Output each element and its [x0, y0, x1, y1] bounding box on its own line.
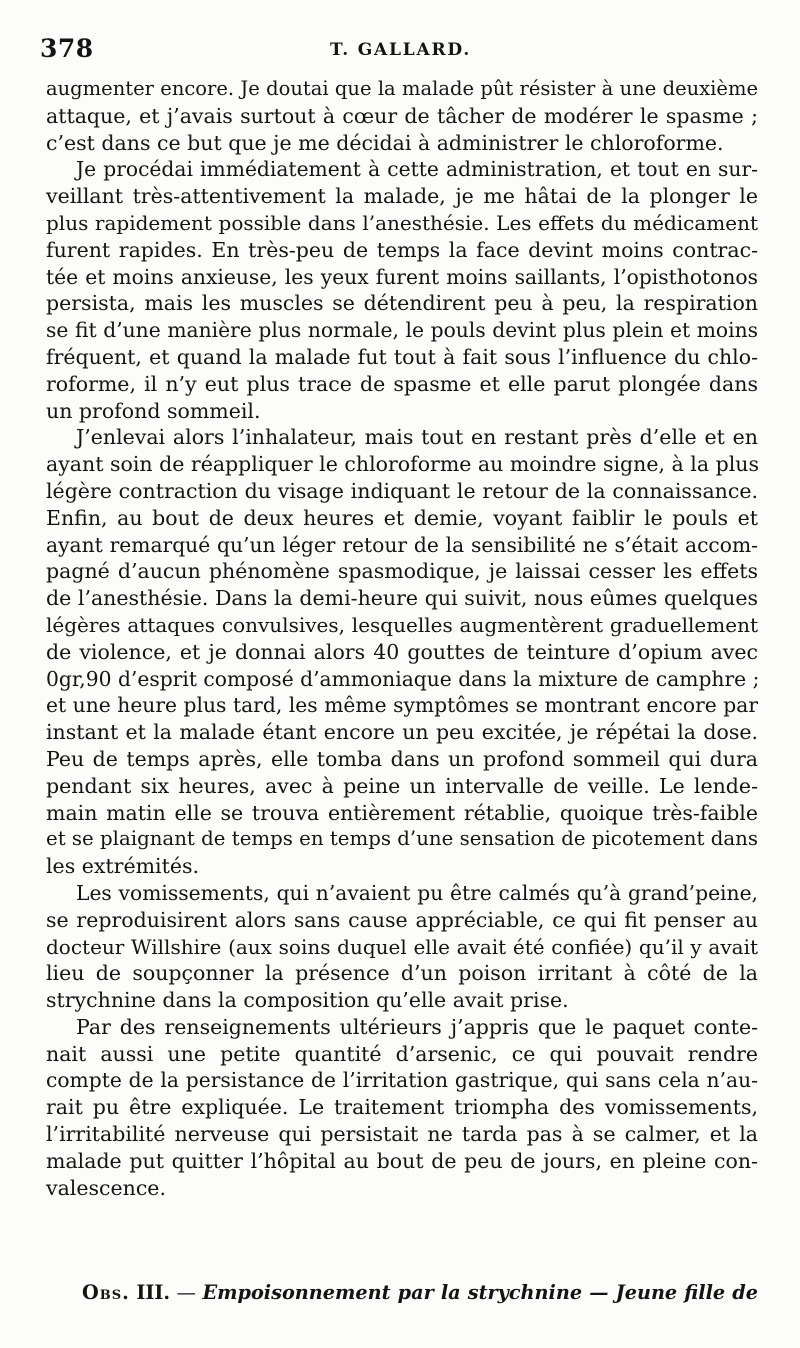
text-line: les extrémités.	[46, 854, 199, 879]
text-line: veillant très-attentivement la malade, je me hâtai de la plonger le	[46, 184, 758, 209]
text-line: ayant remarqué qu’un léger retour de la sensibilité ne s’était accom-	[46, 532, 758, 557]
text-line: légères attaques convulsives, lesquelles augmentèrent graduellement	[46, 612, 758, 637]
observation-dash: —	[176, 1281, 196, 1304]
text-line: Les vomissements, qui n’avaient pu être calmés qu’à grand’peine,	[76, 880, 758, 905]
text-line: ayant soin de réappliquer le chloroforme au moindre signe, à la plus	[46, 452, 759, 477]
text-line: l’irritabilité nerveuse qui persistait ne tarda pas à se calmer, et la	[46, 1122, 758, 1147]
text-line: tée et moins anxieuse, les yeux furent moins saillants, l’opisthotonos	[46, 264, 758, 289]
text-line: et se plaignant de temps en temps d’une sensation de picotement dans	[46, 827, 758, 851]
text-line: 0gr,90 d’esprit composé d’ammoniaque dans la mixture de camphre ;	[46, 666, 760, 691]
text-line: se fit d’une manière plus normale, le pouls devint plus plein et moins	[46, 318, 758, 343]
text-line: pendant six heures, avec à peine un intervalle de veille. Le lende-	[46, 773, 758, 798]
text-line: malade put quitter l’hôpital au bout de peu de jours, en pleine con-	[46, 1148, 758, 1173]
text-line: c’est dans ce but que je me décidai à administrer le chloroforme.	[46, 130, 724, 155]
text-line: main matin elle se trouva entièrement rétablie, quoique très-faible	[46, 800, 758, 825]
text-line: augmenter encore. Je doutai que la malade pût résister à une deuxième	[46, 77, 758, 100]
observation-heading	[82, 1278, 758, 1308]
text-line: Par des renseignements ultérieurs j’appris que le paquet conte-	[76, 1014, 758, 1039]
page-header	[40, 34, 760, 70]
paragraph	[46, 424, 758, 880]
text-line: plus rapidement possible dans l’anesthésie. Les effets du médicament	[46, 210, 758, 235]
text-line: valescence.	[46, 1175, 166, 1200]
observation-label: Obs.	[82, 1281, 130, 1304]
paragraph	[46, 880, 758, 1014]
text-line: nait aussi une petite quantité d’arsenic, ce qui pouvait rendre	[46, 1041, 758, 1066]
paragraph	[46, 76, 758, 156]
text-line: de l’anesthésie. Dans la demi-heure qui suivit, nous eûmes quelques	[46, 586, 758, 611]
observation-title: Empoisonnement par la strychnine — Jeune fille de	[202, 1281, 759, 1304]
text-line: rait pu être expliquée. Le traitement triompha des vomissements,	[46, 1095, 758, 1120]
text-line: et une heure plus tard, les même symptômes se montrant encore par	[46, 693, 758, 718]
text-line: fréquent, et quand la malade fut tout à fait sous l’influence du chlo-	[46, 344, 758, 369]
text-line: persista, mais les muscles se détendirent peu à peu, la respiration	[46, 291, 758, 316]
text-line: lieu de soupçonner la présence d’un poison irritant à côté de la	[46, 961, 758, 986]
text-line: roforme, il n’y eut plus trace de spasme et elle parut plongée dans	[46, 371, 758, 396]
text-line: un profond sommeil.	[46, 398, 261, 423]
page-number: 378	[40, 34, 94, 63]
text-line: instant et la malade étant encore un peu excitée, je répétai la dose.	[46, 720, 758, 745]
text-line: furent rapides. En très-peu de temps la face devint moins contrac-	[46, 237, 758, 262]
text-line: J’enlevai alors l’inhalateur, mais tout en restant près d’elle et en	[76, 425, 758, 450]
text-line: docteur Willshire (aux soins duquel elle avait été confiée) qu’il y avait	[46, 934, 758, 959]
body-text	[46, 76, 758, 1201]
text-line: attaque, et j’avais surtout à cœur de tâcher de modérer le spasme ;	[46, 103, 758, 128]
text-line: pagné d’aucun phénomène spasmodique, je laissai cesser les effets	[46, 559, 758, 584]
text-line: de violence, et je donnai alors 40 gouttes de teinture d’opium avec	[46, 639, 758, 664]
observation-number: III.	[136, 1281, 171, 1304]
text-line: Peu de temps après, elle tomba dans un profond sommeil qui dura	[46, 746, 758, 771]
paragraph	[46, 1014, 758, 1202]
text-line: strychnine dans la composition qu’elle avait prise.	[46, 988, 569, 1013]
text-line: Enfin, au bout de deux heures et demie, voyant faiblir le pouls et	[46, 505, 758, 530]
running-head: T. GALLARD.	[330, 40, 472, 60]
text-line: se reproduisirent alors sans cause appréciable, ce qui fit penser au	[46, 907, 758, 932]
paragraph	[46, 156, 758, 424]
text-line: Je procédai immédiatement à cette administration, et tout en sur-	[76, 157, 758, 182]
text-line: compte de la persistance de l’irritation gastrique, qui sans cela n’au-	[46, 1068, 758, 1093]
text-line: légère contraction du visage indiquant le retour de la connaissance.	[46, 478, 758, 503]
